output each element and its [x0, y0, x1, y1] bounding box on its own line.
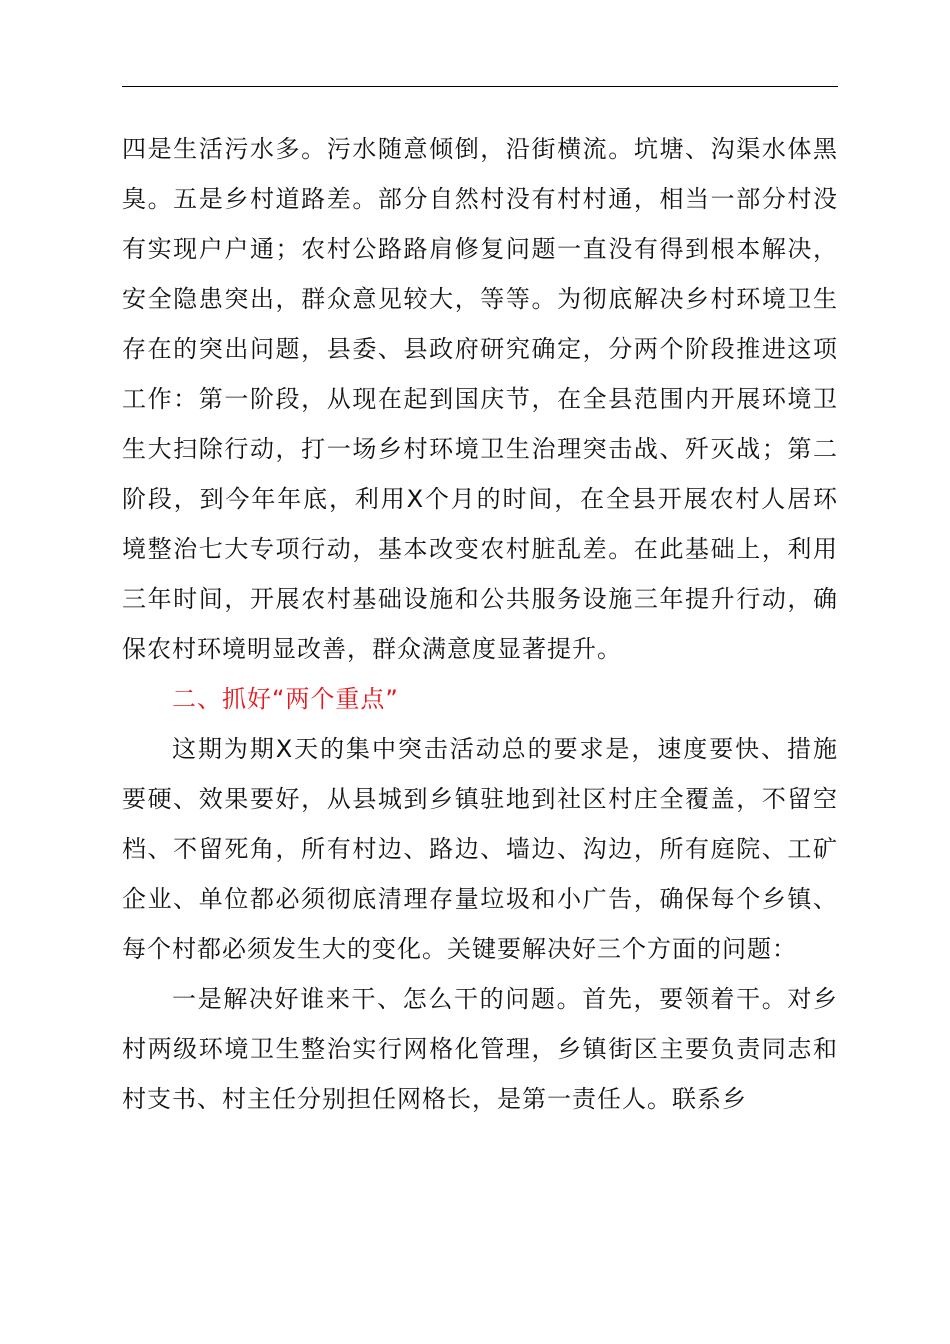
paragraph-continuation: 四是生活污水多。污水随意倾倒，沿街横流。坑塘、沟渠水体黑臭。五是乡村道路差。部分自然村没有村村通，相当一部分村没有实现户户通；农村公路路肩修复问题一直没有得到根本解决，安全隐患突出，群众意见较大，等等。为彻底解决乡村环境卫生存在的突出问题，县委、县政府研究确定，分两个阶段推进这项工作：第一阶段，从现在起到国庆节，在全县范围内开展环境卫生大扫除行动，打一场乡村环境卫生治理突击战、歼灭战；第二阶段，到今年年底，利用X个月的时间，在全县开展农村人居环境整治七大专项行动，基本改变农村脏乱差。在此基础上，利用三年时间，开展农村基础设施和公共服务设施三年提升行动，确保农村环境明显改善，群众满意度显著提升。: [122, 135, 838, 663]
document-body: [122, 124, 838, 1124]
paragraph-point-one: 一是解决好谁来干、怎么干的问题。首先，要领着干。对乡村两级环境卫生整治实行网格化管理，乡镇街区主要负责同志和村支书、村主任分别担任网格长，是第一责任人。联系乡: [122, 985, 838, 1113]
section-heading: 二、抓好“两个重点”: [172, 685, 399, 713]
paragraph-requirements: 这期为期X天的集中突击活动总的要求是，速度要快、措施要硬、效果要好，从县城到乡镇驻地到社区村庄全覆盖，不留空档、不留死角，所有村边、路边、墙边、沟边，所有庭院、工矿企业、单位都必须彻底清理存量垃圾和小广告，确保每个乡镇、每个村都必须发生大的变化。关键要解决好三个方面的问题：: [122, 735, 838, 963]
header-rule: [122, 86, 838, 87]
